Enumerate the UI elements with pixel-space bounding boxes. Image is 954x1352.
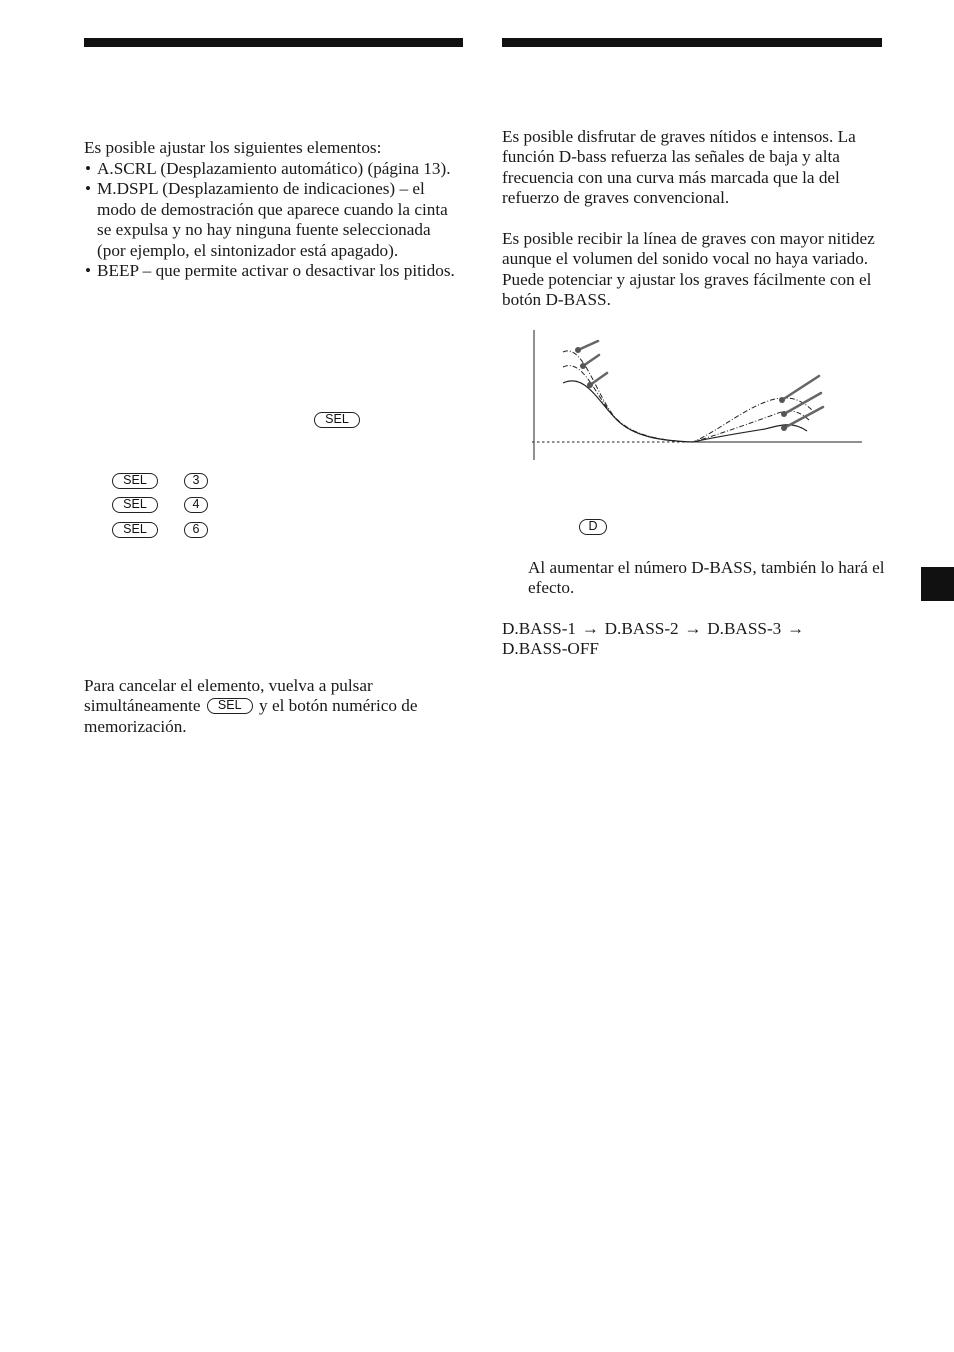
dbass-sequence xyxy=(502,619,847,660)
sequence-arrow-icon: → xyxy=(786,619,805,638)
sel-button[interactable]: SEL xyxy=(112,473,158,489)
dbass-curve-diagram xyxy=(525,325,865,465)
sequence-arrow-icon: → xyxy=(581,619,599,638)
preset-button-6[interactable]: 6 xyxy=(184,522,208,538)
cancel-text-before: Para cancelar el elemento, vuelva a pulsar simultáneamente xyxy=(84,676,373,716)
list-item-beep: • BEEP – que permite activar o desactivar los pitidos. xyxy=(84,261,456,281)
dbass-curve-1 xyxy=(563,381,807,442)
settings-list xyxy=(84,159,456,281)
preset-button-4[interactable]: 4 xyxy=(184,497,208,513)
sequence-item-dbass-2: D.BASS-2 xyxy=(604,619,679,638)
dbass-paragraph-2: Es posible recibir la línea de graves con mayor nitidez aunque el volumen del sonido vocal no haya variado. Puede potenciar y ajustar los graves fácilmente con el botón D-BASS. xyxy=(502,229,875,310)
sequence-item-dbass-3: D.BASS-3 xyxy=(707,619,782,638)
intro-text: Es posible ajustar los siguientes elementos: xyxy=(84,138,382,157)
right-header-rule xyxy=(502,38,882,47)
sel-button[interactable]: SEL xyxy=(314,412,360,428)
sequence-item-dbass-off: D.BASS-OFF xyxy=(502,639,599,659)
list-item-mdspl: • M.DSPL (Desplazamiento de indicaciones) – el modo de demostración que aparece cuando la cinta se expulsa y no hay ninguna fuente seleccionada (por ejemplo, el sintonizador está apagado). xyxy=(84,179,456,261)
cancel-text-after: y el botón numérico de memorización. xyxy=(84,696,418,736)
sel-button[interactable]: SEL xyxy=(112,522,158,538)
left-header-rule xyxy=(84,38,463,47)
section-tab-marker xyxy=(921,567,954,601)
dbass-note: Al aumentar el número D-BASS, también lo hará el efecto. xyxy=(528,558,885,598)
dbass-curve-3 xyxy=(563,351,813,442)
sequence-item-dbass-1: D.BASS-1 xyxy=(502,619,577,638)
sequence-arrow-icon: → xyxy=(684,619,702,638)
cancel-instruction xyxy=(84,676,456,737)
sel-button[interactable]: SEL xyxy=(112,497,158,513)
d-bass-button[interactable]: D xyxy=(579,519,607,535)
list-item-ascrl: • A.SCRL (Desplazamiento automático) (página 13). xyxy=(84,159,456,179)
preset-button-3[interactable]: 3 xyxy=(184,473,208,489)
dbass-paragraph-1: Es posible disfrutar de graves nítidos e intensos. La función D-bass refuerza las señales de baja y alta frecuencia con una curva más marcada que la del refuerzo de graves convencional. xyxy=(502,127,856,208)
dbass-level-dots xyxy=(575,347,787,431)
sel-button[interactable]: SEL xyxy=(207,698,253,714)
